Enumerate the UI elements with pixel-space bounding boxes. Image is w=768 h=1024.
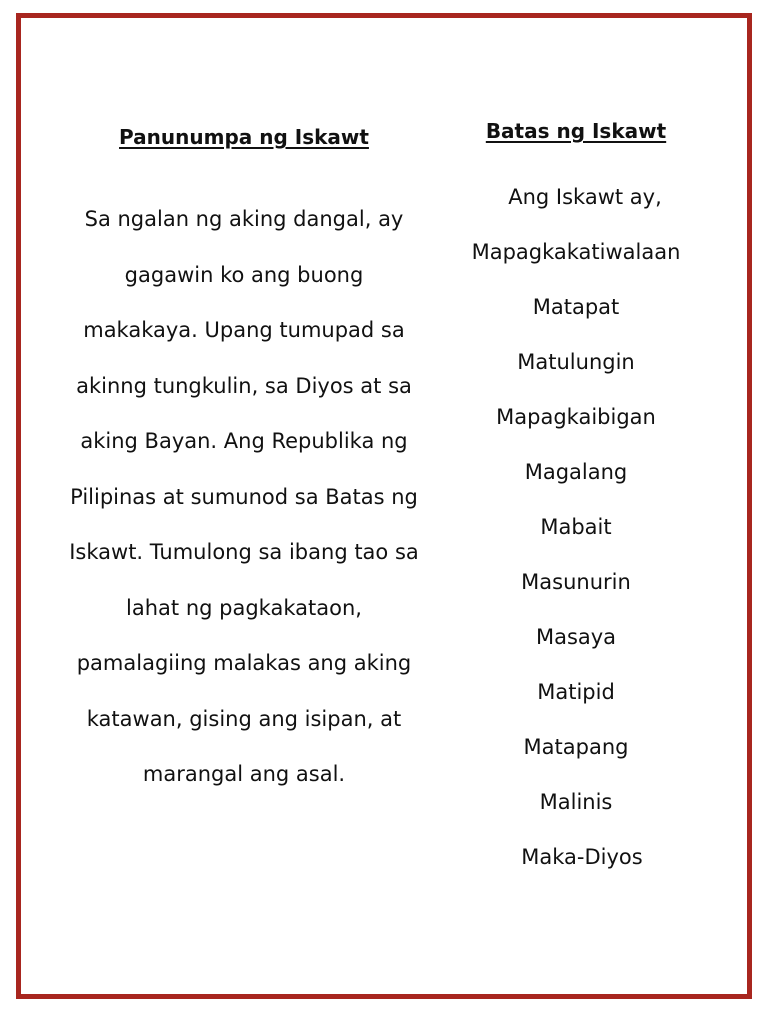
oath-line: Sa ngalan ng aking dangal, ay (84, 207, 404, 231)
law-title: Batas ng Iskawt (485, 119, 667, 143)
oath-title: Panunumpa ng Iskawt (119, 125, 369, 149)
law-item: Mapagkakatiwalaan (471, 240, 681, 264)
law-item: Masunurin (521, 570, 631, 594)
oath-line: gagawin ko ang buong (124, 262, 364, 287)
oath-line: aking Bayan. Ang Republika ng (80, 429, 408, 453)
oath-line: Iskawt. Tumulong sa ibang tao sa (69, 540, 419, 564)
oath-line: makakaya. Upang tumupad sa (83, 318, 405, 342)
law-item: Malinis (539, 790, 613, 814)
law-item: Matipid (537, 680, 615, 704)
oath-line: akinng tungkulin, sa Diyos at sa (76, 373, 412, 398)
oath-line: lahat ng pagkakataon, (126, 595, 362, 620)
oath-line: pamalagiing malakas ang aking (76, 651, 412, 675)
law-item: Matapat (532, 295, 620, 319)
law-item: Mapagkaibigan (496, 405, 656, 429)
oath-line: Pilipinas at sumunod sa Batas ng (70, 484, 418, 509)
oath-section (58, 122, 430, 803)
law-list (455, 170, 697, 885)
law-item: Mabait (540, 515, 612, 539)
law-item: Masaya (535, 625, 617, 649)
law-item: Matulungin (517, 350, 635, 374)
law-item: Magalang (524, 460, 628, 484)
law-intro: Ang Iskawt ay, (508, 185, 662, 209)
law-section (455, 116, 697, 885)
oath-line: katawan, gising ang isipan, at (86, 706, 402, 731)
law-item: Maka-Diyos (521, 845, 643, 869)
oath-text (58, 192, 430, 803)
oath-line: marangal ang asal. (142, 762, 346, 786)
law-item: Matapang (523, 735, 629, 759)
